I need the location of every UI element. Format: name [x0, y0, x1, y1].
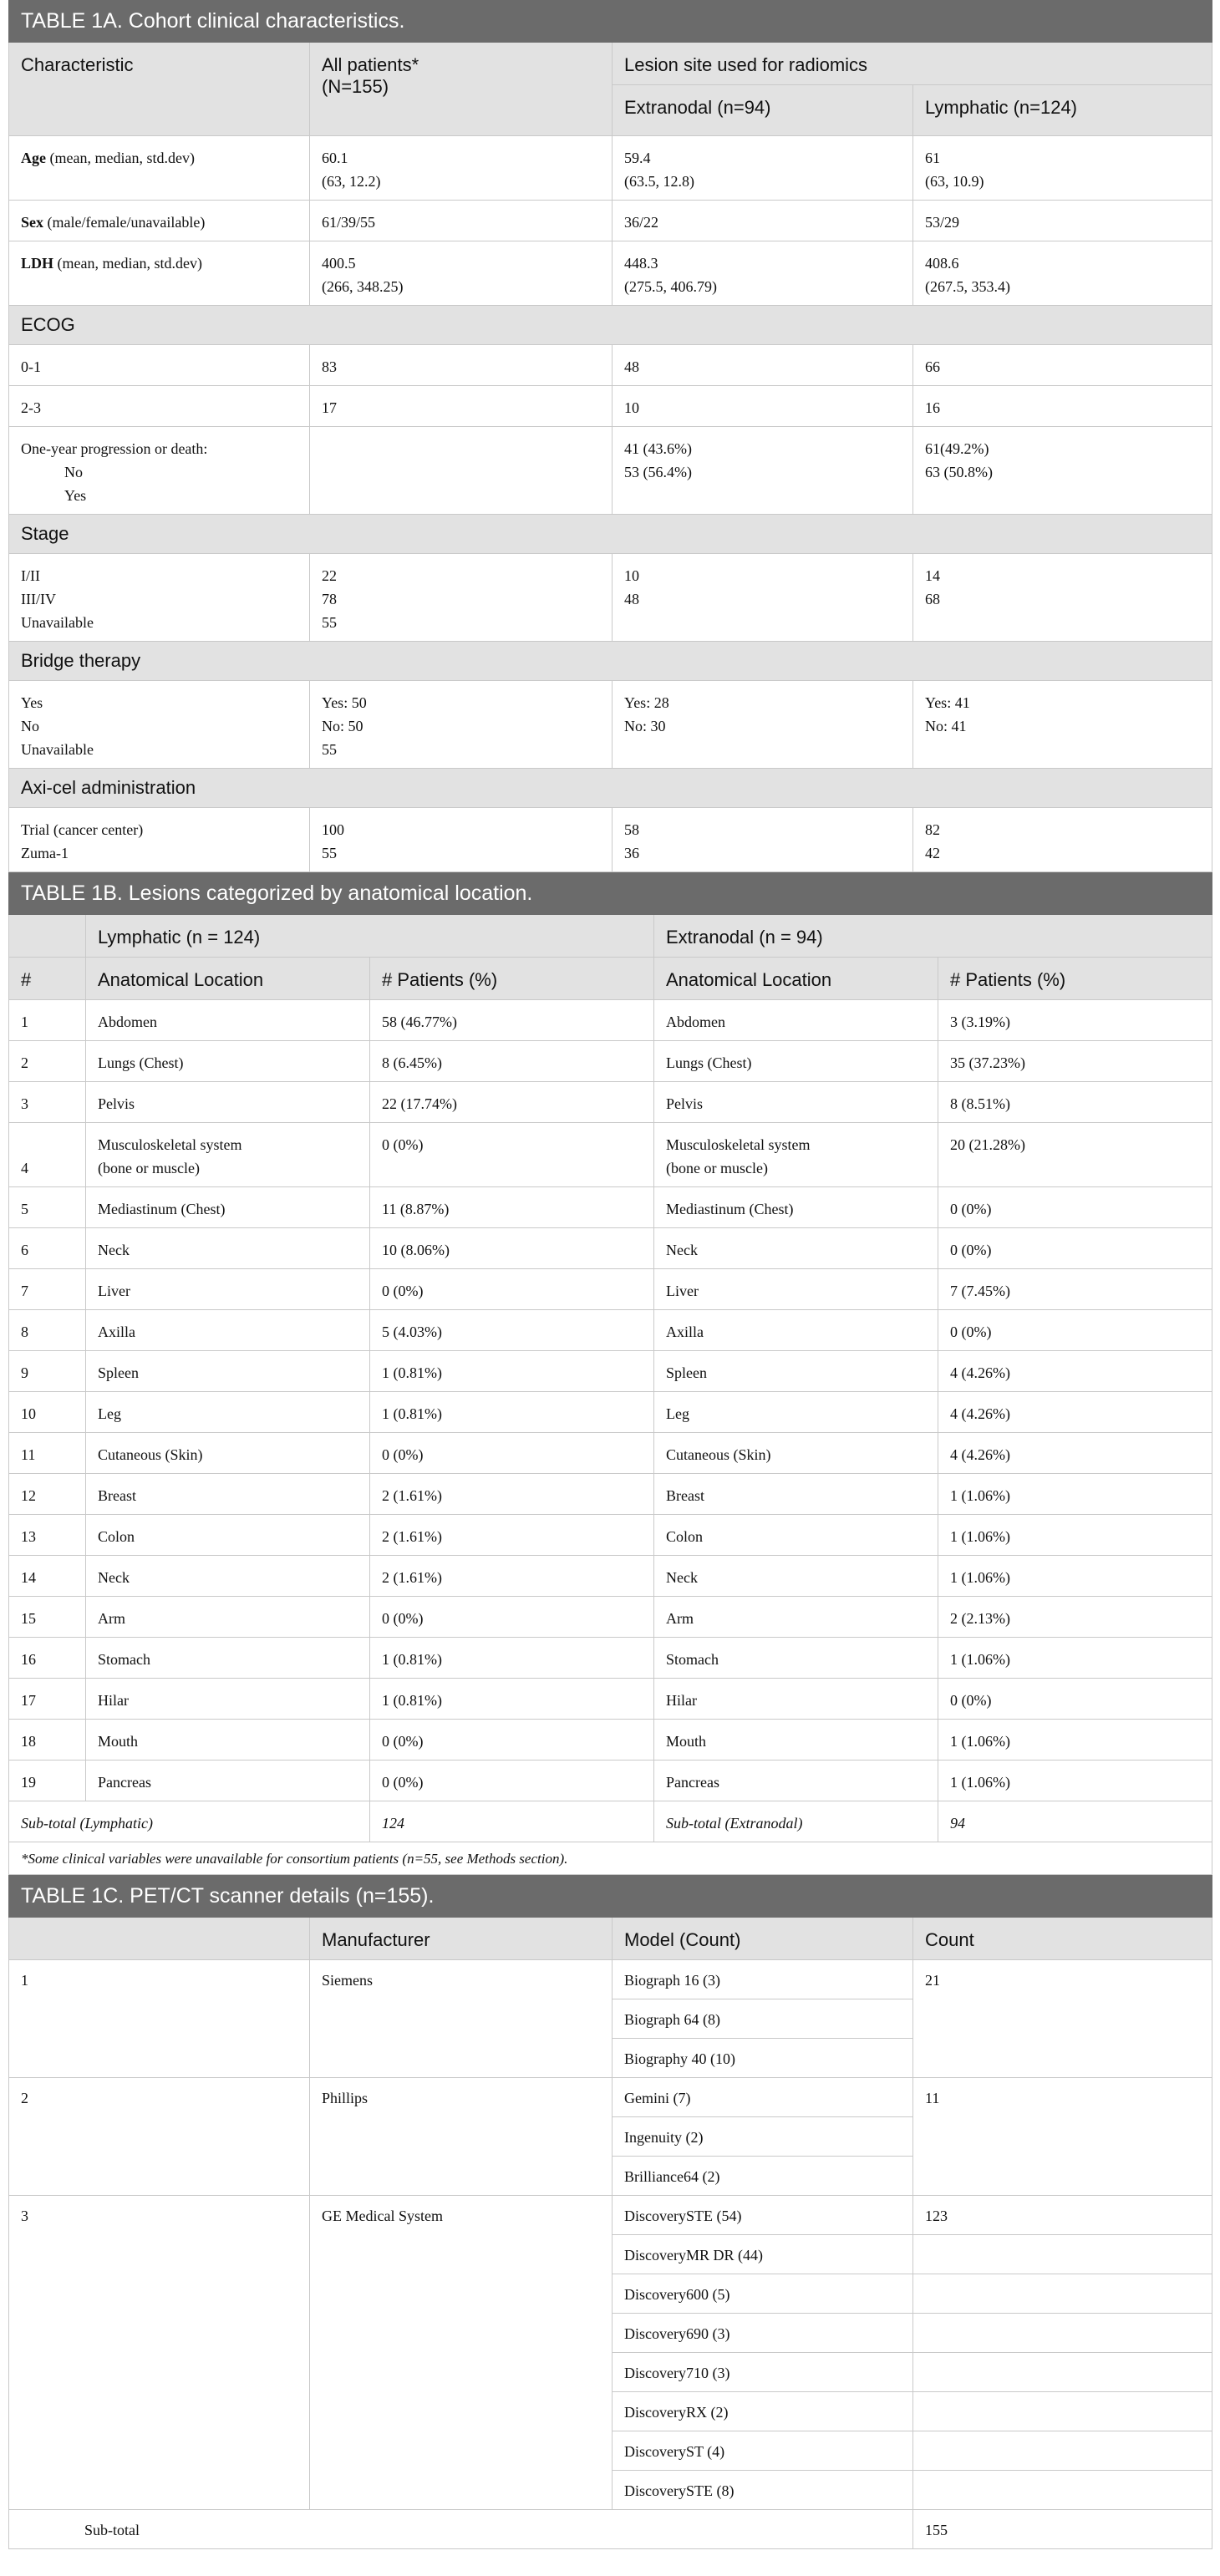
cell: Stomach — [86, 1638, 370, 1679]
cell: 19 — [9, 1761, 86, 1801]
cell: 6 — [9, 1228, 86, 1269]
scanner-number: 1 — [9, 1960, 310, 2078]
scanner-model: Discovery690 (3) — [613, 2314, 913, 2353]
empty-cell — [913, 2471, 1212, 2510]
cell: 12 — [9, 1474, 86, 1515]
subtotal-label: Sub-total — [9, 2510, 913, 2549]
cell: 13 — [9, 1515, 86, 1556]
cell: 8 — [9, 1310, 86, 1351]
header-all-patients: All patients* (N=155) — [310, 43, 613, 136]
cell: 9 — [9, 1351, 86, 1392]
cell: 4 (4.26%) — [938, 1351, 1212, 1392]
cell: 20 (21.28%) — [938, 1123, 1212, 1187]
table-row — [9, 1679, 1212, 1720]
cell: 4 — [9, 1123, 86, 1187]
row-stage — [9, 554, 1212, 642]
scanner-count: 123 — [913, 2196, 1212, 2235]
cell: 2 — [9, 1041, 86, 1082]
cell: Hilar — [86, 1679, 370, 1720]
axi-lymphatic: 82 42 — [913, 808, 1212, 872]
cell: 0 (0%) — [370, 1597, 654, 1638]
cell: Spleen — [86, 1351, 370, 1392]
progression-label: One-year progression or death: No Yes — [9, 427, 310, 515]
table-row — [9, 1123, 1212, 1187]
scanner-manufacturer: GE Medical System — [310, 2196, 613, 2510]
cell: Musculoskeletal system (bone or muscle) — [86, 1123, 370, 1187]
cell: 0 (0%) — [370, 1433, 654, 1474]
cell: Cutaneous (Skin) — [654, 1433, 938, 1474]
table-row — [9, 1433, 1212, 1474]
subtotal-extranodal-label: Sub-total (Extranodal) — [654, 1801, 938, 1842]
ecog-2-3-all: 17 — [310, 386, 613, 427]
table-1c-title: TABLE 1C. PET/CT scanner details (n=155). — [9, 1876, 1212, 1918]
cell: 5 — [9, 1187, 86, 1228]
cell: 0 (0%) — [938, 1679, 1212, 1720]
table-row — [9, 1187, 1212, 1228]
scanner-number: 3 — [9, 2196, 310, 2510]
header-number: # — [9, 958, 86, 1000]
cell: Liver — [86, 1269, 370, 1310]
row-age — [9, 136, 1212, 201]
empty-cell — [913, 2353, 1212, 2392]
axi-labels: Trial (cancer center) Zuma-1 — [9, 808, 310, 872]
header-group-extranodal: Extranodal (n = 94) — [654, 915, 1212, 958]
ecog-2-3-label: 2-3 — [9, 386, 310, 427]
header-lymphatic: Lymphatic (n=124) — [913, 85, 1212, 136]
header-location-extranodal: Anatomical Location — [654, 958, 938, 1000]
ecog-2-3-lymphatic: 16 — [913, 386, 1212, 427]
stage-lymphatic: 14 68 — [913, 554, 1212, 642]
row-ldh — [9, 241, 1212, 306]
cell: 2 (1.61%) — [370, 1515, 654, 1556]
cell: 0 (0%) — [370, 1761, 654, 1801]
scanner-row — [9, 1960, 1212, 1999]
scanner-model: Discovery600 (5) — [613, 2274, 913, 2314]
scanner-model: Biography 40 (10) — [613, 2039, 913, 2078]
cell: Leg — [654, 1392, 938, 1433]
footnote: *Some clinical variables were unavailable for consortium patients (n=55, see Methods section). — [9, 1842, 1212, 1875]
cell: Arm — [86, 1597, 370, 1638]
table-1a-title: TABLE 1A. Cohort clinical characteristics. — [9, 1, 1212, 43]
section-ecog: ECOG — [9, 306, 1212, 345]
table-row — [9, 1041, 1212, 1082]
cell: 7 — [9, 1269, 86, 1310]
cell: 0 (0%) — [938, 1187, 1212, 1228]
scanner-model: Discovery710 (3) — [613, 2353, 913, 2392]
cell: 7 (7.45%) — [938, 1269, 1212, 1310]
header-count: Count — [913, 1918, 1212, 1960]
page — [8, 0, 1212, 2549]
cell: 2 (1.61%) — [370, 1556, 654, 1597]
cell: Lungs (Chest) — [654, 1041, 938, 1082]
scanner-model: DiscoverySTE (54) — [613, 2196, 913, 2235]
table-row — [9, 1556, 1212, 1597]
age-label: Age (mean, median, std.dev) — [9, 136, 310, 201]
cell: 3 — [9, 1082, 86, 1123]
section-bridge-therapy: Bridge therapy — [9, 642, 1212, 681]
cell: 58 (46.77%) — [370, 1000, 654, 1041]
scanner-number: 2 — [9, 2078, 310, 2196]
cell: 3 (3.19%) — [938, 1000, 1212, 1041]
cell: 2 (2.13%) — [938, 1597, 1212, 1638]
header-patients-extranodal: # Patients (%) — [938, 958, 1212, 1000]
cell: Arm — [654, 1597, 938, 1638]
ecog-0-1-extranodal: 48 — [613, 345, 913, 386]
cell: 10 (8.06%) — [370, 1228, 654, 1269]
cell: 1 (0.81%) — [370, 1392, 654, 1433]
cell: Spleen — [654, 1351, 938, 1392]
cell: Axilla — [86, 1310, 370, 1351]
ecog-0-1-all: 83 — [310, 345, 613, 386]
cell: 1 (1.06%) — [938, 1638, 1212, 1679]
cell: Mouth — [654, 1720, 938, 1761]
stage-labels: I/II III/IV Unavailable — [9, 554, 310, 642]
axi-all: 100 55 — [310, 808, 613, 872]
age-all: 60.1 (63, 12.2) — [310, 136, 613, 201]
cell: 2 (1.61%) — [370, 1474, 654, 1515]
cell: 11 — [9, 1433, 86, 1474]
subtotal-lymphatic: 124 — [370, 1801, 654, 1842]
empty-cell — [913, 2274, 1212, 2314]
cell: Neck — [654, 1228, 938, 1269]
cell: Breast — [86, 1474, 370, 1515]
sex-label: Sex (male/female/unavailable) — [9, 201, 310, 241]
empty-cell — [913, 2431, 1212, 2471]
header-lesion-site: Lesion site used for radiomics — [613, 43, 1212, 85]
subtotal-lymphatic-label: Sub-total (Lymphatic) — [9, 1801, 370, 1842]
table-row — [9, 1720, 1212, 1761]
row-sex — [9, 201, 1212, 241]
scanner-model: Brilliance64 (2) — [613, 2157, 913, 2196]
scanner-manufacturer: Siemens — [310, 1960, 613, 2078]
section-axi-cel: Axi-cel administration — [9, 769, 1212, 808]
table-row — [9, 1269, 1212, 1310]
header-empty — [9, 915, 86, 958]
row-subtotal — [9, 1801, 1212, 1842]
cell: Breast — [654, 1474, 938, 1515]
cell: Mediastinum (Chest) — [86, 1187, 370, 1228]
cell: 1 (1.06%) — [938, 1515, 1212, 1556]
cell: 8 (8.51%) — [938, 1082, 1212, 1123]
cell: 1 (1.06%) — [938, 1720, 1212, 1761]
cell: 1 (0.81%) — [370, 1351, 654, 1392]
ldh-label: LDH (mean, median, std.dev) — [9, 241, 310, 306]
ecog-0-1-label: 0-1 — [9, 345, 310, 386]
scanner-manufacturer: Phillips — [310, 2078, 613, 2196]
cell: Neck — [86, 1228, 370, 1269]
cell: 1 (1.06%) — [938, 1556, 1212, 1597]
row-bridge — [9, 681, 1212, 769]
axi-extranodal: 58 36 — [613, 808, 913, 872]
row-progression — [9, 427, 1212, 515]
table-row — [9, 1000, 1212, 1041]
scanner-model: Biograph 64 (8) — [613, 1999, 913, 2039]
scanner-model: DiscoveryMR DR (44) — [613, 2235, 913, 2274]
cell: Abdomen — [654, 1000, 938, 1041]
cell: Neck — [654, 1556, 938, 1597]
sex-lymphatic: 53/29 — [913, 201, 1212, 241]
cell: 0 (0%) — [938, 1310, 1212, 1351]
subtotal-extranodal: 94 — [938, 1801, 1212, 1842]
scanner-count: 11 — [913, 2078, 1212, 2196]
table-row — [9, 1310, 1212, 1351]
header-manufacturer: Manufacturer — [310, 1918, 613, 1960]
ldh-lymphatic: 408.6 (267.5, 353.4) — [913, 241, 1212, 306]
header-characteristic: Characteristic — [9, 43, 310, 136]
cell: Mediastinum (Chest) — [654, 1187, 938, 1228]
header-patients-lymphatic: # Patients (%) — [370, 958, 654, 1000]
table-1a — [8, 0, 1212, 872]
scanner-count: 21 — [913, 1960, 1212, 2078]
cell: Abdomen — [86, 1000, 370, 1041]
scanner-model: DiscoverySTE (8) — [613, 2471, 913, 2510]
cell: 0 (0%) — [370, 1269, 654, 1310]
header-extranodal: Extranodal (n=94) — [613, 85, 913, 136]
stage-extranodal: 10 48 — [613, 554, 913, 642]
progression-all — [310, 427, 613, 515]
scanner-model: DiscoveryRX (2) — [613, 2392, 913, 2431]
cell: Mouth — [86, 1720, 370, 1761]
progression-lymphatic: 61(49.2%) 63 (50.8%) — [913, 427, 1212, 515]
header-empty — [9, 1918, 310, 1960]
age-extranodal: 59.4 (63.5, 12.8) — [613, 136, 913, 201]
cell: 14 — [9, 1556, 86, 1597]
cell: Leg — [86, 1392, 370, 1433]
cell: 10 — [9, 1392, 86, 1433]
cell: 8 (6.45%) — [370, 1041, 654, 1082]
cell: Colon — [86, 1515, 370, 1556]
cell: 18 — [9, 1720, 86, 1761]
header-model: Model (Count) — [613, 1918, 913, 1960]
cell: 1 — [9, 1000, 86, 1041]
bridge-lymphatic: Yes: 41 No: 41 — [913, 681, 1212, 769]
cell: Pancreas — [86, 1761, 370, 1801]
age-lymphatic: 61 (63, 10.9) — [913, 136, 1212, 201]
ecog-2-3-extranodal: 10 — [613, 386, 913, 427]
scanner-model: DiscoveryST (4) — [613, 2431, 913, 2471]
table-1b-title: TABLE 1B. Lesions categorized by anatomical location. — [9, 873, 1212, 915]
ldh-extranodal: 448.3 (275.5, 406.79) — [613, 241, 913, 306]
bridge-extranodal: Yes: 28 No: 30 — [613, 681, 913, 769]
row-ecog-0-1 — [9, 345, 1212, 386]
cell: Hilar — [654, 1679, 938, 1720]
section-stage: Stage — [9, 515, 1212, 554]
cell: 1 (0.81%) — [370, 1679, 654, 1720]
cell: Neck — [86, 1556, 370, 1597]
empty-cell — [913, 2314, 1212, 2353]
stage-all: 22 78 55 — [310, 554, 613, 642]
cell: Stomach — [654, 1638, 938, 1679]
lesion-rows — [9, 1000, 1212, 1801]
cell: Axilla — [654, 1310, 938, 1351]
cell: 11 (8.87%) — [370, 1187, 654, 1228]
table-row — [9, 1082, 1212, 1123]
cell: 16 — [9, 1638, 86, 1679]
scanner-model: Ingenuity (2) — [613, 2117, 913, 2157]
cell: 35 (37.23%) — [938, 1041, 1212, 1082]
cell: 5 (4.03%) — [370, 1310, 654, 1351]
table-1b — [8, 872, 1212, 1875]
row-axi-cel — [9, 808, 1212, 872]
table-1c — [8, 1875, 1212, 2549]
cell: 15 — [9, 1597, 86, 1638]
cell: 4 (4.26%) — [938, 1392, 1212, 1433]
cell: Colon — [654, 1515, 938, 1556]
cell: 4 (4.26%) — [938, 1433, 1212, 1474]
scanner-model: Gemini (7) — [613, 2078, 913, 2117]
table-row — [9, 1474, 1212, 1515]
table-row — [9, 1761, 1212, 1801]
cell: 17 — [9, 1679, 86, 1720]
cell: Pelvis — [86, 1082, 370, 1123]
empty-cell — [913, 2235, 1212, 2274]
header-group-lymphatic: Lymphatic (n = 124) — [86, 915, 654, 958]
scanner-model: Biograph 16 (3) — [613, 1960, 913, 1999]
row-ecog-2-3 — [9, 386, 1212, 427]
scanner-row — [9, 2196, 1212, 2235]
progression-extranodal: 41 (43.6%) 53 (56.4%) — [613, 427, 913, 515]
subtotal-count: 155 — [913, 2510, 1212, 2549]
table-row — [9, 1351, 1212, 1392]
header-location-lymphatic: Anatomical Location — [86, 958, 370, 1000]
row-subtotal — [9, 2510, 1212, 2549]
cell: 1 (1.06%) — [938, 1761, 1212, 1801]
table-row — [9, 1228, 1212, 1269]
table-row — [9, 1638, 1212, 1679]
cell: 0 (0%) — [370, 1123, 654, 1187]
cell: 0 (0%) — [370, 1720, 654, 1761]
scanner-row — [9, 2078, 1212, 2117]
table-row — [9, 1392, 1212, 1433]
table-row — [9, 1597, 1212, 1638]
cell: 1 (0.81%) — [370, 1638, 654, 1679]
sex-all: 61/39/55 — [310, 201, 613, 241]
ecog-0-1-lymphatic: 66 — [913, 345, 1212, 386]
cell: 0 (0%) — [938, 1228, 1212, 1269]
ldh-all: 400.5 (266, 348.25) — [310, 241, 613, 306]
bridge-all: Yes: 50 No: 50 55 — [310, 681, 613, 769]
empty-cell — [913, 2392, 1212, 2431]
cell: Pancreas — [654, 1761, 938, 1801]
cell: Musculoskeletal system (bone or muscle) — [654, 1123, 938, 1187]
cell: Pelvis — [654, 1082, 938, 1123]
cell: Lungs (Chest) — [86, 1041, 370, 1082]
bridge-labels: Yes No Unavailable — [9, 681, 310, 769]
cell: Cutaneous (Skin) — [86, 1433, 370, 1474]
cell: Liver — [654, 1269, 938, 1310]
cell: 22 (17.74%) — [370, 1082, 654, 1123]
cell: 1 (1.06%) — [938, 1474, 1212, 1515]
table-row — [9, 1515, 1212, 1556]
sex-extranodal: 36/22 — [613, 201, 913, 241]
